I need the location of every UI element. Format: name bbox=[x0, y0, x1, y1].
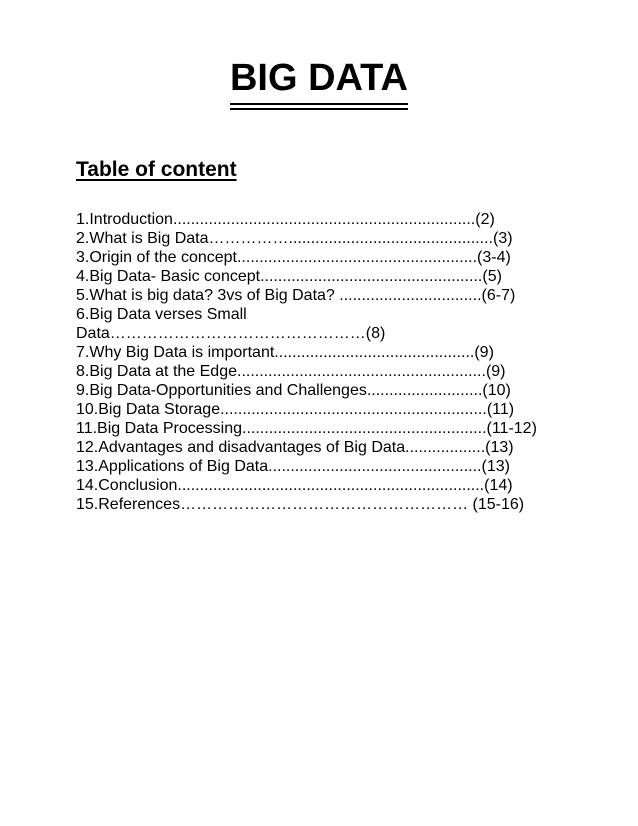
toc-entry-why-important: 7.Why Big Data is important.............................................(9) bbox=[76, 344, 494, 361]
toc-entry-what-is-big-data: 2.What is Big Data……………..............................................(3) bbox=[76, 230, 513, 247]
toc-entry-references: 15.References……………………………………………… (15-16) bbox=[76, 496, 525, 513]
document-title: BIG DATA bbox=[230, 58, 408, 110]
toc-entry-big-vs-small-line1: 6.Big Data verses Small bbox=[76, 306, 247, 323]
toc-heading: Table of content bbox=[76, 158, 237, 181]
toc-entry-introduction: 1.Introduction....................................................................(2) bbox=[76, 211, 495, 228]
toc-entry-3vs: 5.What is big data? 3vs of Big Data? ................................(6-7) bbox=[76, 287, 516, 304]
toc-entry-processing: 11.Big Data Processing.......................................................(11-12) bbox=[76, 420, 537, 437]
toc-entry-storage: 10.Big Data Storage............................................................(11) bbox=[76, 401, 515, 418]
toc-entry-big-vs-small-line2: Data…………………………………………(8) bbox=[76, 325, 386, 342]
title-block bbox=[0, 58, 638, 110]
toc-entry-advantages: 12.Advantages and disadvantages of Big Data..................(13) bbox=[76, 439, 514, 456]
toc-entry-edge: 8.Big Data at the Edge........................................................(9) bbox=[76, 363, 506, 380]
table-of-contents bbox=[76, 210, 576, 514]
toc-entry-opportunities: 9.Big Data-Opportunities and Challenges..........................(10) bbox=[76, 382, 511, 399]
toc-entry-applications: 13.Applications of Big Data................................................(13) bbox=[76, 458, 510, 475]
toc-entry-origin: 3.Origin of the concept......................................................(3-4) bbox=[76, 249, 511, 266]
toc-entry-conclusion: 14.Conclusion.....................................................................(14) bbox=[76, 477, 513, 494]
toc-entry-basic-concept: 4.Big Data- Basic concept..................................................(5) bbox=[76, 268, 502, 285]
